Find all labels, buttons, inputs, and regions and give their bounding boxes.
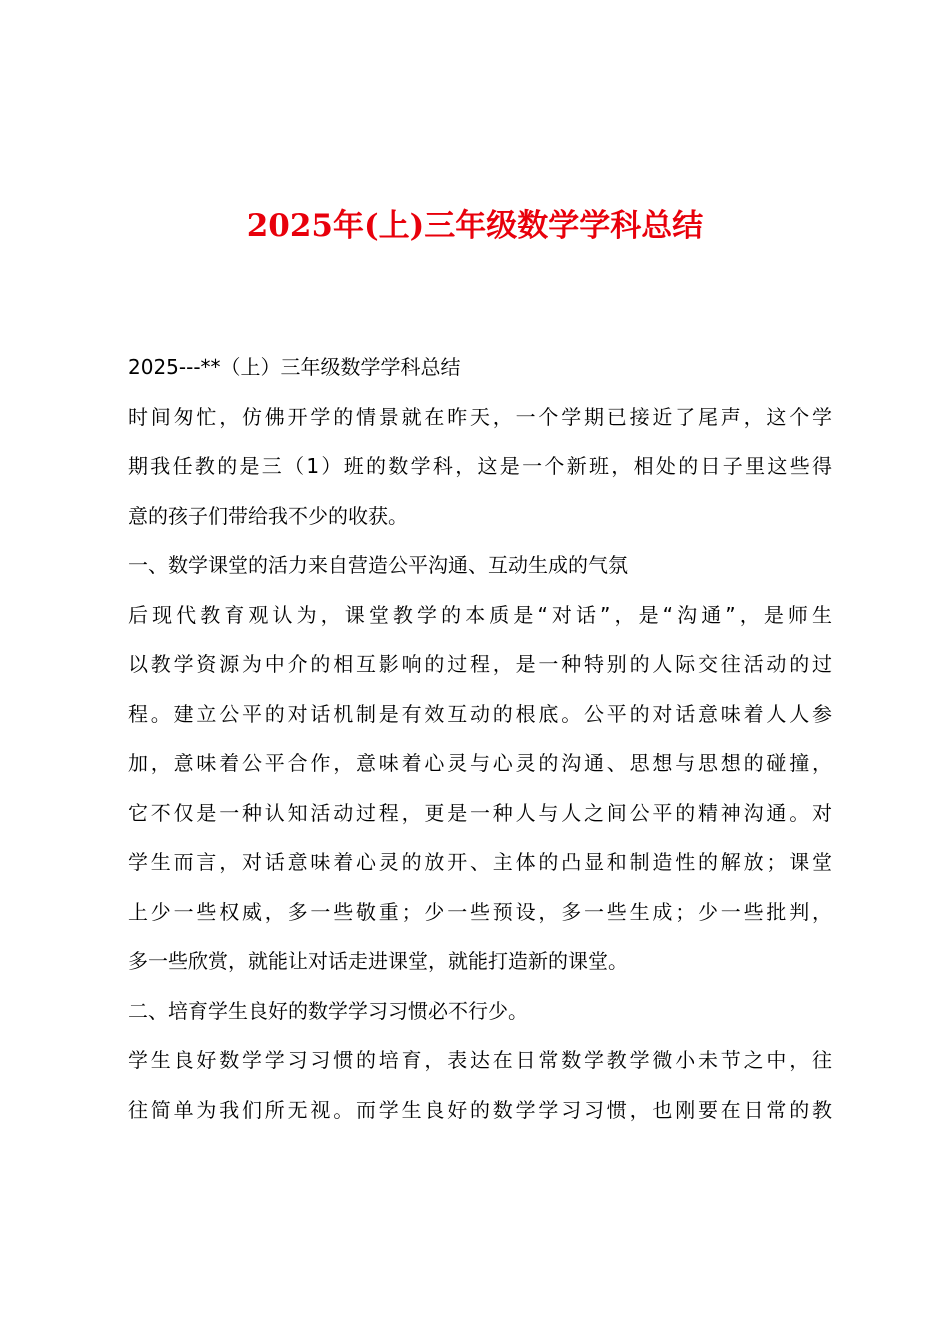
paragraph-line: 往简单为我们所无视。而学生良好的数学学习习惯，也刚要在日常的教	[128, 1097, 832, 1122]
paragraph-line: 多一些欣赏，就能让对话走进课堂，就能打造新的课堂。	[128, 949, 628, 973]
paragraph-line: 期我任教的是三（1）班的数学科，这是一个新班，相处的日子里这些得	[128, 454, 832, 478]
paragraph-line: 后现代教育观认为，课堂教学的本质是“对话”，是“沟通”，是师生	[128, 602, 832, 627]
paragraph-line: 程。建立公平的对话机制是有效互动的根底。公平的对话意味着人人参	[128, 701, 832, 726]
paragraph-line: 它不仅是一种认知活动过程，更是一种人与人之间公平的精神沟通。对	[128, 800, 832, 825]
paragraph-line: 学生而言，对话意味着心灵的放开、主体的凸显和制造性的解放；课堂	[128, 850, 832, 874]
paragraph-line: 上少一些权威，多一些敬重；少一些预设，多一些生成；少一些批判，	[128, 899, 832, 924]
paragraph-line: 二、培育学生良好的数学学习习惯必不行少。	[128, 998, 528, 1023]
paragraph-line: 学生良好数学学习习惯的培育，表达在日常数学教学微小未节之中，往	[128, 1048, 832, 1072]
paragraph-line: 一、数学课堂的活力来自营造公平沟通、互动生成的气氛	[128, 553, 628, 577]
paragraph-line: 2025---**（上）三年级数学学科总结	[128, 355, 461, 379]
paragraph-line: 时间匆忙，仿佛开学的情景就在昨天，一个学期已接近了尾声，这个学	[128, 404, 832, 429]
paragraph-line: 意的孩子们带给我不少的收获。	[128, 503, 408, 528]
paragraph-line: 加，意味着公平合作，意味着心灵与心灵的沟通、思想与思想的碰撞，	[128, 751, 832, 775]
document-body	[128, 343, 832, 1135]
document-title: 2025年(上)三年级数学学科总结	[246, 208, 704, 244]
paragraph-line: 以教学资源为中介的相互影响的过程，是一种特别的人际交往活动的过	[128, 652, 832, 676]
